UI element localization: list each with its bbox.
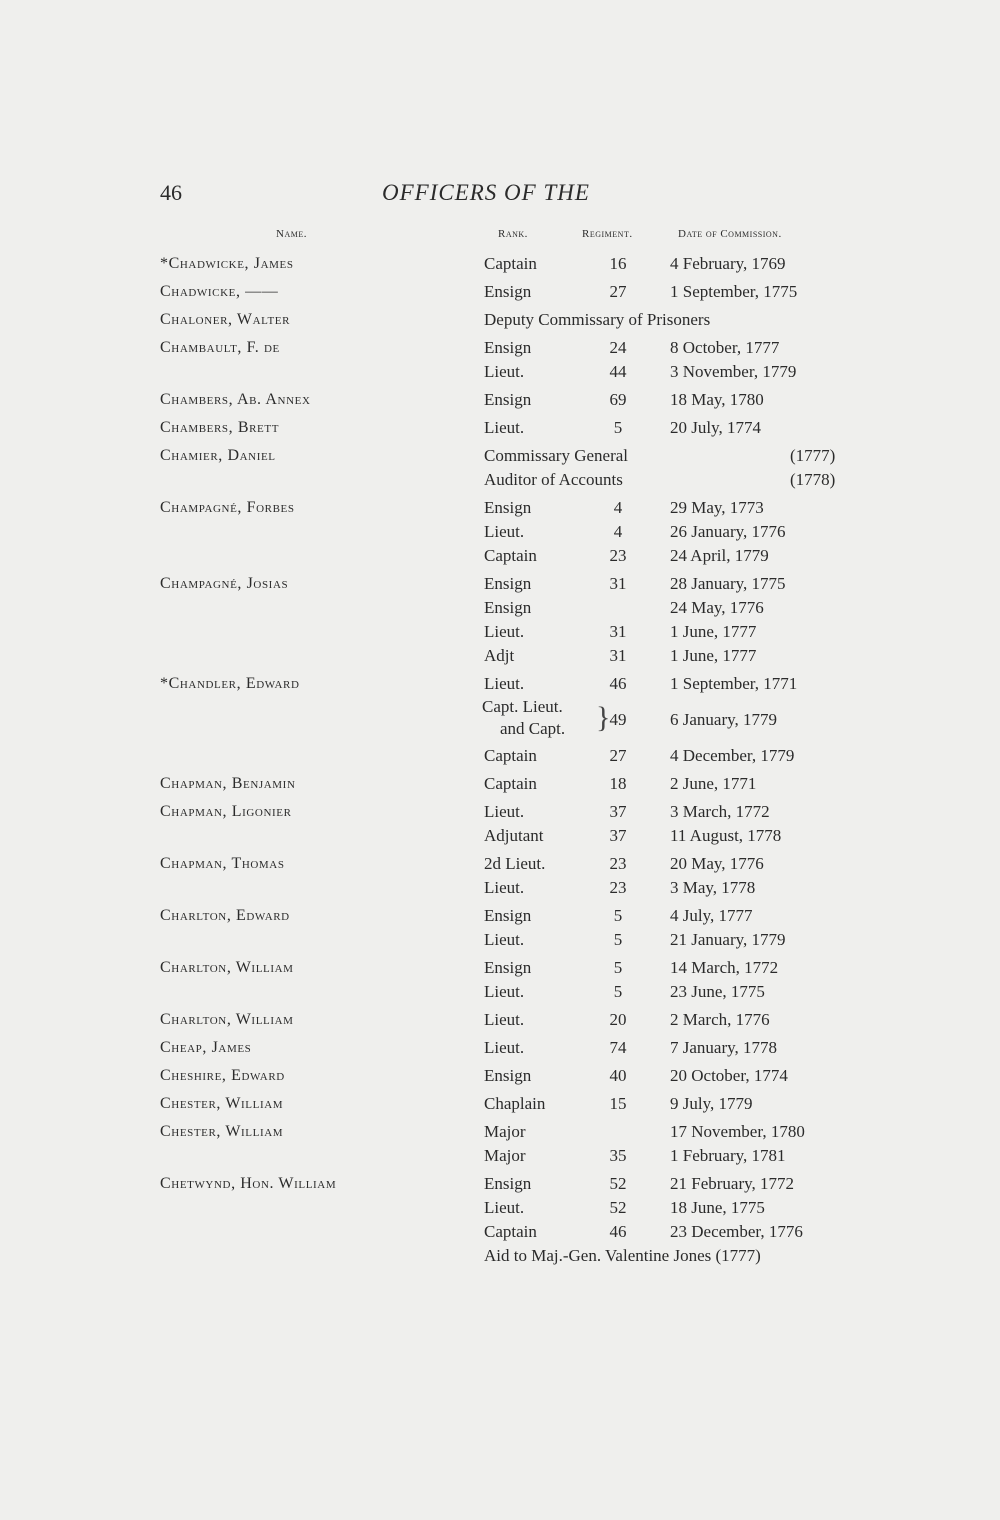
braced-rank-group [0,696,1000,744]
entry-line [0,572,1000,596]
running-title: OFFICERS OF THE [382,180,590,205]
column-header-rank: Rank. [498,228,528,240]
officer-name: Champagné, Forbes [160,499,295,516]
entry-date: 23 June, 1775 [670,982,765,1001]
entry-rank: Captain [484,546,537,565]
entry-rank-continued: and Capt. [500,719,566,738]
entry-line [0,1196,1000,1220]
entry-regiment: 24 [609,338,627,357]
entry-description: Aid to Maj.-Gen. Valentine Jones (1777) [484,1246,761,1265]
entry-rank: Captain [484,254,537,273]
entry-line [0,772,1000,796]
officer-entry [0,904,1000,952]
entry-rank: Ensign [484,1174,532,1193]
entry-regiment: 31 [609,622,627,641]
entry-line [0,620,1000,644]
entry-rank: Ensign [484,282,532,301]
entry-line [0,1120,1000,1144]
entry-regiment: 52 [609,1174,627,1193]
officer-name: Cheshire, Edward [160,1067,285,1084]
officer-entry [0,416,1000,440]
entry-rank: Lieut. [484,522,525,541]
officer-name: Champagné, Josias [160,575,289,592]
entry-regiment: 18 [609,774,627,793]
entry-rank: Captain [484,1222,537,1241]
entry-date: 14 March, 1772 [670,958,779,977]
officer-entry [0,308,1000,332]
entry-rank: Lieut. [484,622,525,641]
entry-date: 3 May, 1778 [670,878,756,897]
entry-rank: Major [484,1146,526,1165]
entry-regiment: 4 [613,498,623,517]
entry-rank: Ensign [484,958,532,977]
entry-date: 28 January, 1775 [670,574,786,593]
officer-entry [0,496,1000,568]
entry-date: 3 March, 1772 [670,802,770,821]
officer-list [0,252,1000,1272]
entry-date: 21 February, 1772 [670,1174,795,1193]
officer-name: Chester, William [160,1123,284,1140]
entry-line [0,360,1000,384]
entry-line [0,496,1000,520]
entry-regiment: 31 [609,646,627,665]
entry-date: 21 January, 1779 [670,930,786,949]
officer-name: Chambers, Brett [160,419,280,436]
officer-name: Chambers, Ab. Annex [160,391,311,408]
entry-regiment: 37 [609,802,627,821]
entry-rank: Lieut. [484,878,525,897]
entry-rank: Ensign [484,906,532,925]
entry-date: 4 February, 1769 [670,254,786,273]
officer-name: Chapman, Thomas [160,855,285,872]
entry-line [0,252,1000,276]
entry-regiment: 27 [609,282,627,301]
entry-date: 1 September, 1771 [670,674,798,693]
entry-regiment: 52 [609,1198,627,1217]
officer-name: Charlton, Edward [160,907,290,924]
entry-date: 4 July, 1777 [670,906,753,925]
entry-line [0,1092,1000,1116]
entry-line [0,876,1000,900]
officer-name: Chapman, Benjamin [160,775,296,792]
officer-entry [0,1008,1000,1032]
entry-date: 20 July, 1774 [670,418,761,437]
entry-rank: Lieut. [484,1038,525,1057]
curly-brace-icon: } [596,701,611,734]
entry-date: 3 November, 1779 [670,362,797,381]
entry-line [0,468,1000,492]
entry-rank: Adjutant [484,826,544,845]
entry-rank: Ensign [484,574,532,593]
officer-name: Chester, William [160,1095,284,1112]
entry-regiment: 40 [609,1066,627,1085]
entry-rank: Lieut. [484,362,525,381]
officer-entry [0,572,1000,668]
column-headers [0,228,1000,248]
entry-line [0,744,1000,768]
entry-line [0,336,1000,360]
entry-line [0,904,1000,928]
entry-rank: Captain [484,774,537,793]
entry-rank: Lieut. [484,930,525,949]
entry-line [0,520,1000,544]
entry-regiment: 74 [609,1038,627,1057]
entry-rank: 2d Lieut. [484,854,546,873]
column-header-regiment: Regiment. [582,228,633,240]
entry-line [0,544,1000,568]
entry-rank: Ensign [484,338,532,357]
entry-rank: Lieut. [484,1198,525,1217]
officer-entry [0,956,1000,1004]
entry-date: 11 August, 1778 [670,826,782,845]
entry-regiment: 4 [613,522,623,541]
officer-entry [0,1120,1000,1168]
entry-line [0,1036,1000,1060]
officer-entry [0,1036,1000,1060]
entry-line [0,1064,1000,1088]
entry-regiment: 35 [609,1146,627,1165]
entry-line [0,824,1000,848]
entry-date: 23 December, 1776 [670,1222,803,1241]
entry-line [0,956,1000,980]
entry-regiment: 5 [613,418,623,437]
entry-rank: Lieut. [484,418,525,437]
entry-rank: Ensign [484,1066,532,1085]
entry-line [0,308,1000,332]
officer-entry [0,280,1000,304]
entry-regiment: 15 [609,1094,627,1113]
entry-description: Deputy Commissary of Prisoners [484,310,711,329]
entry-date: 18 June, 1775 [670,1198,765,1217]
officer-entry [0,336,1000,384]
entry-date: 24 April, 1779 [670,546,769,565]
column-header-name: Name. [276,228,307,240]
entry-regiment: 46 [609,674,627,693]
entry-line [0,672,1000,696]
entry-rank: Lieut. [484,674,525,693]
entry-date: 9 July, 1779 [670,1094,753,1113]
officer-entry [0,444,1000,492]
entry-rank: Ensign [484,498,532,517]
entry-line [0,980,1000,1004]
officer-entry [0,1172,1000,1268]
entry-rank: Adjt [484,646,515,665]
officer-name: Cheap, James [160,1039,252,1056]
entry-description: Commissary General [484,446,628,465]
entry-date: 2 June, 1771 [670,774,757,793]
entry-regiment: 69 [609,390,627,409]
entry-rank: Ensign [484,390,532,409]
page-number: 46 [160,180,182,205]
entry-line [0,444,1000,468]
entry-regiment: 5 [613,958,623,977]
officer-name: *Chandler, Edward [160,675,300,692]
entry-regiment: 49 [609,710,627,729]
officer-name: Chambault, F. de [160,339,280,356]
entry-date: 24 May, 1776 [670,598,764,617]
entry-date: 1 September, 1775 [670,282,798,301]
officer-entry [0,1064,1000,1088]
entry-line [0,1144,1000,1168]
entry-date: 17 November, 1780 [670,1122,805,1141]
entry-line [0,1244,1000,1268]
entry-line [0,928,1000,952]
entry-rank: Lieut. [484,802,525,821]
entry-line [0,800,1000,824]
entry-rank: Lieut. [484,1010,525,1029]
entry-line [0,1172,1000,1196]
entry-line [0,388,1000,412]
entry-date: 4 December, 1779 [670,746,795,765]
officer-entry [0,252,1000,276]
entry-date: 29 May, 1773 [670,498,764,517]
entry-date: 18 May, 1780 [670,390,764,409]
page-header [160,180,840,214]
entry-date: 8 October, 1777 [670,338,780,357]
officer-name: Chapman, Ligonier [160,803,292,820]
entry-regiment: 5 [613,982,623,1001]
officer-entry [0,852,1000,900]
entry-rank: Lieut. [484,982,525,1001]
entry-year: (1777) [790,446,836,465]
entry-date: 1 June, 1777 [670,622,757,641]
officer-entry [0,1092,1000,1116]
officer-name: Charlton, William [160,959,294,976]
entry-regiment: 23 [609,878,627,897]
entry-regiment: 37 [609,826,627,845]
entry-line [0,596,1000,620]
entry-date: 20 October, 1774 [670,1066,788,1085]
entry-date: 2 March, 1776 [670,1010,770,1029]
entry-line [0,1008,1000,1032]
entry-regiment: 5 [613,906,623,925]
entry-rank: Ensign [484,598,532,617]
officer-entry [0,772,1000,796]
officer-name: Chamier, Daniel [160,447,276,464]
officer-name: *Chadwicke, James [160,255,294,272]
entry-rank: Captain [484,746,537,765]
entry-regiment: 23 [609,854,627,873]
entry-date: 1 February, 1781 [670,1146,786,1165]
entry-line [0,644,1000,668]
entry-regiment: 46 [609,1222,627,1241]
entry-date: 7 January, 1778 [670,1038,778,1057]
officer-name: Chadwicke, —— [160,283,279,300]
entry-regiment: 31 [609,574,627,593]
entry-rank: Major [484,1122,526,1141]
entry-rank: Chaplain [484,1094,546,1113]
officer-entry [0,672,1000,768]
officer-entry [0,388,1000,412]
entry-date: 1 June, 1777 [670,646,757,665]
entry-year: (1778) [790,470,836,489]
entry-line [0,416,1000,440]
entry-regiment: 16 [609,254,627,273]
entry-line [0,852,1000,876]
entry-regiment: 27 [609,746,627,765]
entry-line [0,280,1000,304]
entry-regiment: 5 [613,930,623,949]
entry-date: 20 May, 1776 [670,854,764,873]
entry-regiment: 44 [609,362,627,381]
entry-rank: Capt. Lieut. [482,697,563,716]
entry-date: 26 January, 1776 [670,522,786,541]
entry-description: Auditor of Accounts [484,470,623,489]
officer-entry [0,800,1000,848]
entry-line [0,1220,1000,1244]
column-header-date: Date of Commission. [678,228,782,240]
entry-regiment: 20 [609,1010,627,1029]
entry-date: 6 January, 1779 [670,710,778,729]
officer-name: Chetwynd, Hon. William [160,1175,337,1192]
officer-name: Charlton, William [160,1011,294,1028]
entry-regiment: 23 [609,546,627,565]
officer-name: Chaloner, Walter [160,311,291,328]
